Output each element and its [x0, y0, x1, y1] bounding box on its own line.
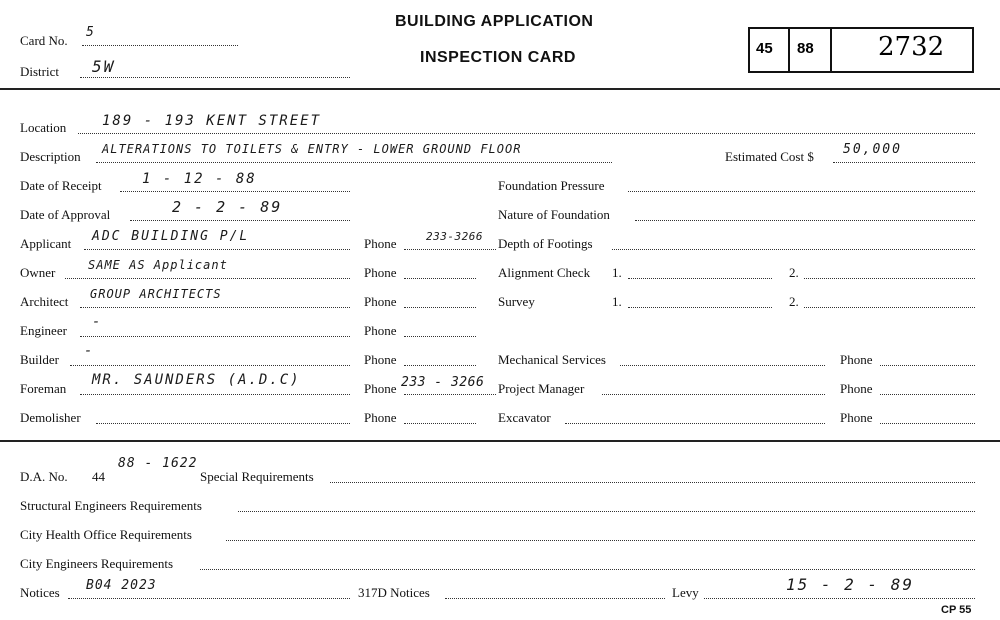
project-manager-phone-line: [880, 394, 975, 395]
applicant-label: Applicant: [20, 236, 72, 251]
excavator-label: Excavator: [498, 410, 551, 425]
da-no-prefix: 44: [92, 469, 105, 484]
builder-phone-line: [404, 365, 476, 366]
nature-foundation-line: [635, 220, 975, 221]
survey-num-2: 2.: [789, 294, 799, 309]
architect-phone-label: Phone: [364, 294, 397, 309]
card-no-label: Card No.: [20, 33, 68, 48]
date-receipt-value: 1 - 12 - 88: [142, 171, 257, 187]
notices-317d-label: 317D Notices: [358, 585, 430, 600]
foreman-phone-value: 233 - 3266: [401, 375, 485, 390]
top-rule: [0, 88, 1000, 90]
card-number-c: 2732: [878, 32, 945, 62]
mechanical-services-line: [620, 365, 825, 366]
da-no-value: 88 - 1622: [118, 456, 198, 471]
foreman-phone-line: [404, 394, 496, 395]
description-label: Description: [20, 149, 81, 164]
survey-line-1: [628, 307, 772, 308]
mechanical-services-phone-line: [880, 365, 975, 366]
engineer-label: Engineer: [20, 323, 67, 338]
special-requirements-label: Special Requirements: [200, 469, 314, 484]
owner-phone-label: Phone: [364, 265, 397, 280]
owner-value: SAME AS Applicant: [88, 258, 228, 272]
notices-line: [68, 598, 350, 599]
builder-value: -: [84, 343, 95, 359]
notices-value: B04 2023: [86, 578, 157, 593]
levy-line: [704, 598, 975, 599]
alignment-check-num-1: 1.: [612, 265, 622, 280]
health-requirements-label: City Health Office Requirements: [20, 527, 192, 542]
title-line-2: INSPECTION CARD: [420, 49, 576, 66]
card-no-line: [82, 45, 238, 46]
levy-label: Levy: [672, 585, 699, 600]
card-number-box: [748, 27, 974, 73]
engineers-requirements-label: City Engineers Requirements: [20, 556, 174, 571]
alignment-check-num-2: 2.: [789, 265, 799, 280]
alignment-check-line-2: [804, 278, 975, 279]
da-no-label: D.A. No.: [20, 469, 68, 484]
alignment-check-label: Alignment Check: [498, 265, 591, 280]
foreman-line: [80, 394, 350, 395]
engineer-phone-label: Phone: [364, 323, 397, 338]
district-value: 5W: [92, 57, 116, 76]
demolisher-line: [96, 423, 350, 424]
owner-phone-line: [404, 278, 476, 279]
district-line: [80, 77, 350, 78]
engineer-phone-line: [404, 336, 476, 337]
owner-line: [65, 278, 350, 279]
engineer-value: -: [92, 314, 103, 330]
estimated-cost-value: 50,000: [843, 142, 902, 157]
survey-num-1: 1.: [612, 294, 622, 309]
structural-requirements-label: Structural Engineers Requirements: [20, 498, 202, 513]
description-value: ALTERATIONS TO TOILETS & ENTRY - LOWER GROUND FLOOR: [102, 142, 522, 156]
builder-phone-label: Phone: [364, 352, 397, 367]
survey-line-2: [804, 307, 975, 308]
depth-footings-label: Depth of Footings: [498, 236, 593, 251]
district-label: District: [20, 64, 59, 79]
mechanical-services-label: Mechanical Services: [498, 352, 606, 367]
date-approval-value: 2 - 2 - 89: [172, 198, 283, 216]
applicant-line: [84, 249, 350, 250]
card-number-b: 88: [797, 40, 814, 57]
applicant-phone-line: [404, 249, 496, 250]
date-approval-line: [130, 220, 350, 221]
architect-line: [80, 307, 350, 308]
date-approval-label: Date of Approval: [20, 207, 111, 222]
nature-foundation-label: Nature of Foundation: [498, 207, 610, 222]
applicant-value: ADC BUILDING P/L: [92, 229, 250, 244]
middle-rule: [0, 440, 1000, 442]
foundation-pressure-label: Foundation Pressure: [498, 178, 605, 193]
date-receipt-line: [120, 191, 350, 192]
estimated-cost-label: Estimated Cost $: [725, 149, 814, 164]
excavator-line: [565, 423, 825, 424]
location-line: [78, 133, 975, 134]
demolisher-phone-line: [404, 423, 476, 424]
title-line-1: BUILDING APPLICATION: [395, 13, 594, 30]
card-no-value: 5: [86, 25, 96, 40]
health-requirements-line: [226, 540, 975, 541]
date-receipt-label: Date of Receipt: [20, 178, 102, 193]
architect-label: Architect: [20, 294, 69, 309]
estimated-cost-line: [833, 162, 975, 163]
builder-line: [70, 365, 350, 366]
project-manager-line: [602, 394, 825, 395]
depth-footings-line: [612, 249, 975, 250]
project-manager-phone-label: Phone: [840, 381, 873, 396]
excavator-phone-label: Phone: [840, 410, 873, 425]
foundation-pressure-line: [628, 191, 975, 192]
owner-label: Owner: [20, 265, 56, 280]
location-label: Location: [20, 120, 67, 135]
demolisher-label: Demolisher: [20, 410, 81, 425]
foreman-value: MR. SAUNDERS (A.D.C): [92, 372, 301, 388]
structural-requirements-line: [238, 511, 975, 512]
survey-label: Survey: [498, 294, 535, 309]
demolisher-phone-label: Phone: [364, 410, 397, 425]
foreman-phone-label: Phone: [364, 381, 397, 396]
architect-phone-line: [404, 307, 476, 308]
applicant-phone-label: Phone: [364, 236, 397, 251]
project-manager-label: Project Manager: [498, 381, 585, 396]
description-line: [96, 162, 612, 163]
applicant-phone-value: 233-3266: [426, 230, 483, 243]
notices-317d-line: [445, 598, 665, 599]
excavator-phone-line: [880, 423, 975, 424]
architect-value: GROUP ARCHITECTS: [90, 287, 222, 301]
notices-label: Notices: [20, 585, 60, 600]
alignment-check-line-1: [628, 278, 772, 279]
engineers-requirements-line: [200, 569, 975, 570]
form-code: CP 55: [941, 604, 972, 616]
special-requirements-line: [330, 482, 975, 483]
mechanical-services-phone-label: Phone: [840, 352, 873, 367]
card-number-a: 45: [756, 40, 773, 57]
builder-label: Builder: [20, 352, 59, 367]
location-value: 189 - 193 KENT STREET: [102, 113, 322, 129]
foreman-label: Foreman: [20, 381, 67, 396]
levy-value: 15 - 2 - 89: [786, 575, 914, 594]
engineer-line: [80, 336, 350, 337]
